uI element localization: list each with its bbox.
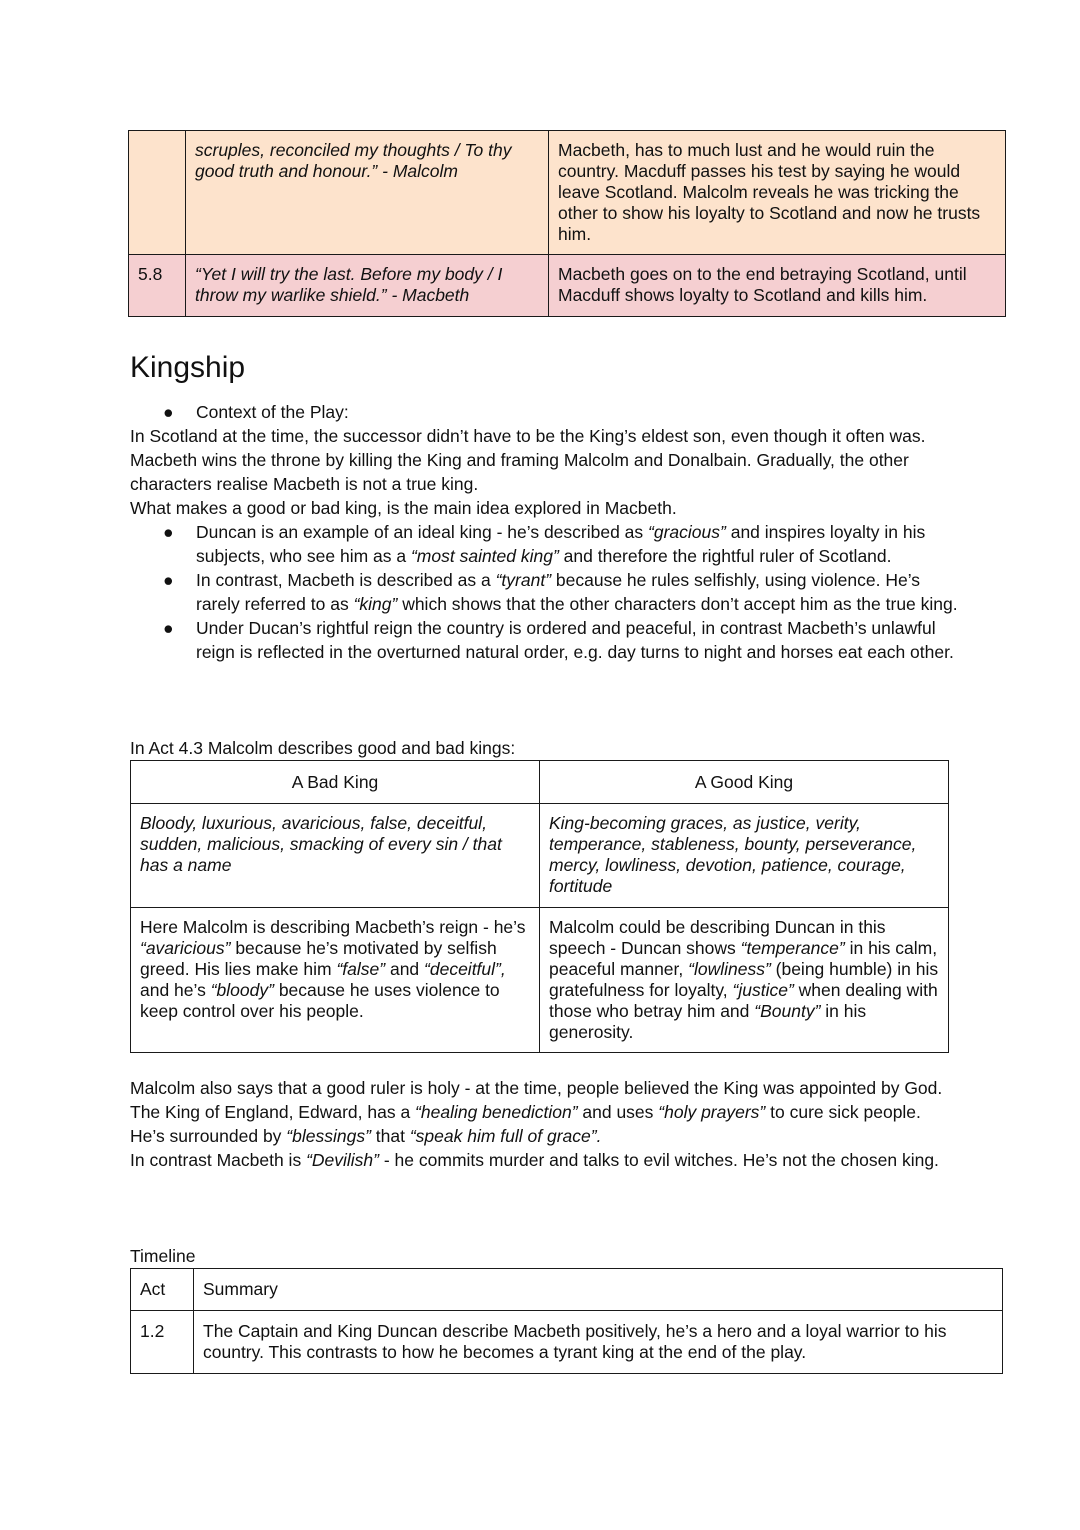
explanation-cell: Macbeth goes on to the end betraying Scotland, until Macduff shows loyalty to Scotland and kills him. bbox=[549, 255, 1006, 317]
quote: “gracious” bbox=[648, 522, 726, 542]
act-cell: 5.8 bbox=[129, 255, 186, 317]
quote: “Bounty” bbox=[754, 1001, 821, 1021]
timeline-table bbox=[130, 1268, 1003, 1374]
table-row bbox=[131, 1311, 1003, 1374]
quote: “lowliness” bbox=[688, 959, 771, 979]
bad-king-explanation bbox=[131, 908, 540, 1053]
quote: “holy prayers” bbox=[658, 1102, 766, 1122]
table-header-row bbox=[131, 761, 949, 804]
act-cell: 1.2 bbox=[131, 1311, 194, 1374]
bullet-text: and inspires loyalty in his subjects, who see him as a bbox=[196, 522, 926, 566]
text: - he commits murder and talks to evil witches. He’s not the chosen king. bbox=[379, 1150, 939, 1170]
header-bad-king: A Bad King bbox=[131, 761, 540, 804]
text: In contrast Macbeth is bbox=[130, 1150, 307, 1170]
text: in his generosity. bbox=[549, 1001, 867, 1042]
explanation-cell: Macbeth, has to much lust and he would ruin the country. Macduff passes his test by saying he would leave Scotland. Malcolm reveals he was tricking the other to show his loyalty to Scotland and now he trusts him. bbox=[549, 131, 1006, 255]
good-king-quote: King-becoming graces, as justice, verity, temperance, stableness, bounty, perseverance, mercy, lowliness, devotion, patience, courage, fortitude bbox=[540, 804, 949, 908]
bullet-icon: ● bbox=[163, 402, 174, 422]
text: to cure sick people. He’s surrounded by bbox=[130, 1102, 921, 1146]
bullet-item bbox=[130, 520, 960, 568]
bullet-text: which shows that the other characters don’t accept him as the true king. bbox=[397, 594, 958, 614]
table-header-row bbox=[131, 1269, 1003, 1311]
bullet-icon: ● bbox=[163, 570, 174, 590]
context-section bbox=[130, 400, 960, 664]
header-good-king: A Good King bbox=[540, 761, 949, 804]
quote: “deceitful”, bbox=[424, 959, 506, 979]
quote: “most sainted king” bbox=[410, 546, 559, 566]
quote: “temperance” bbox=[740, 938, 845, 958]
text: and uses bbox=[577, 1102, 659, 1122]
bullet-text: In contrast, Macbeth is described as a bbox=[196, 570, 496, 590]
table-row bbox=[129, 255, 1006, 317]
quote: “king” bbox=[353, 594, 398, 614]
text: because he uses violence to keep control over his people. bbox=[140, 980, 500, 1021]
paragraph bbox=[130, 1148, 950, 1172]
text: Malcolm could be describing Duncan in this speech - Duncan shows bbox=[549, 917, 886, 958]
quote: “speak him full of grace”. bbox=[409, 1126, 602, 1146]
text: Here Malcolm is describing Macbeth’s reign - he’s bbox=[140, 917, 526, 937]
table-row bbox=[131, 908, 949, 1053]
header-summary: Summary bbox=[194, 1269, 1003, 1311]
text: and he’s bbox=[140, 980, 211, 1000]
quote: “tyrant” bbox=[495, 570, 552, 590]
bad-king-quote: Bloody, luxurious, avaricious, false, deceitful, sudden, malicious, smacking of every sin / that has a name bbox=[131, 804, 540, 908]
holy-section bbox=[130, 1076, 950, 1172]
section-heading: Kingship bbox=[130, 351, 246, 384]
paragraph bbox=[130, 1100, 950, 1148]
text: in his calm, peaceful manner, bbox=[549, 938, 938, 979]
summary-cell: The Captain and King Duncan describe Macbeth positively, he’s a hero and a loyal warrior to his country. This contrasts to how he becomes a tyrant king at the end of the play. bbox=[194, 1311, 1003, 1374]
text: when dealing with those who betray him and bbox=[549, 980, 938, 1021]
paragraph: In Scotland at the time, the successor didn’t have to be the King’s eldest son, even though it often was. Macbeth wins the throne by killing the King and framing Malcolm and Donalbain. Gradually, the other characters realise Macbeth is not a true king. bbox=[130, 426, 926, 494]
paragraph: Malcolm also says that a good ruler is holy - at the time, people believed the King was appointed by God. bbox=[130, 1078, 943, 1098]
bullet-item bbox=[130, 400, 960, 424]
kings-table bbox=[130, 760, 949, 1053]
good-king-explanation bbox=[540, 908, 949, 1053]
quote: “false” bbox=[336, 959, 386, 979]
bullet-icon: ● bbox=[163, 618, 174, 638]
quote: “healing benediction” bbox=[415, 1102, 578, 1122]
bullet-text: and therefore the rightful ruler of Scotland. bbox=[558, 546, 892, 566]
timeline-label: Timeline bbox=[130, 1246, 196, 1266]
bullet-text: because he rules selfishly, using violence. He’s rarely referred to as bbox=[196, 570, 921, 614]
header-act: Act bbox=[131, 1269, 194, 1311]
quotes-table bbox=[128, 130, 1006, 317]
bullet-text: Under Ducan’s rightful reign the country is ordered and peaceful, in contrast Macbeth’s unlawful reign is reflected in the overturned natural order, e.g. day turns to night and horses eat each other. bbox=[196, 618, 954, 662]
bullet-text: Context of the Play: bbox=[196, 402, 349, 422]
kings-intro: In Act 4.3 Malcolm describes good and bad kings: bbox=[130, 738, 516, 758]
quote: “avaricious” bbox=[140, 938, 231, 958]
bullet-icon: ● bbox=[163, 522, 174, 542]
quote: “justice” bbox=[732, 980, 794, 1000]
table-row bbox=[131, 804, 949, 908]
quote-cell: scruples, reconciled my thoughts / To thy good truth and honour.” - Malcolm bbox=[186, 131, 549, 255]
text: (being humble) in his gratefulness for loyalty, bbox=[549, 959, 939, 1000]
bullet-text: Duncan is an example of an ideal king - he’s described as bbox=[196, 522, 649, 542]
act-cell bbox=[129, 131, 186, 255]
quote-cell: “Yet I will try the last. Before my body / I throw my warlike shield.” - Macbeth bbox=[186, 255, 549, 317]
text: and bbox=[385, 959, 425, 979]
text: The King of England, Edward, has a bbox=[130, 1102, 416, 1122]
bullet-item bbox=[130, 616, 960, 664]
quote: “bloody” bbox=[210, 980, 274, 1000]
table-row bbox=[129, 131, 1006, 255]
text: because he’s motivated by selfish greed. His lies make him bbox=[140, 938, 497, 979]
paragraph: What makes a good or bad king, is the main idea explored in Macbeth. bbox=[130, 498, 677, 518]
text: that bbox=[370, 1126, 410, 1146]
quote: “Devilish” bbox=[306, 1150, 379, 1170]
bullet-item bbox=[130, 568, 960, 616]
quote: “blessings” bbox=[286, 1126, 371, 1146]
